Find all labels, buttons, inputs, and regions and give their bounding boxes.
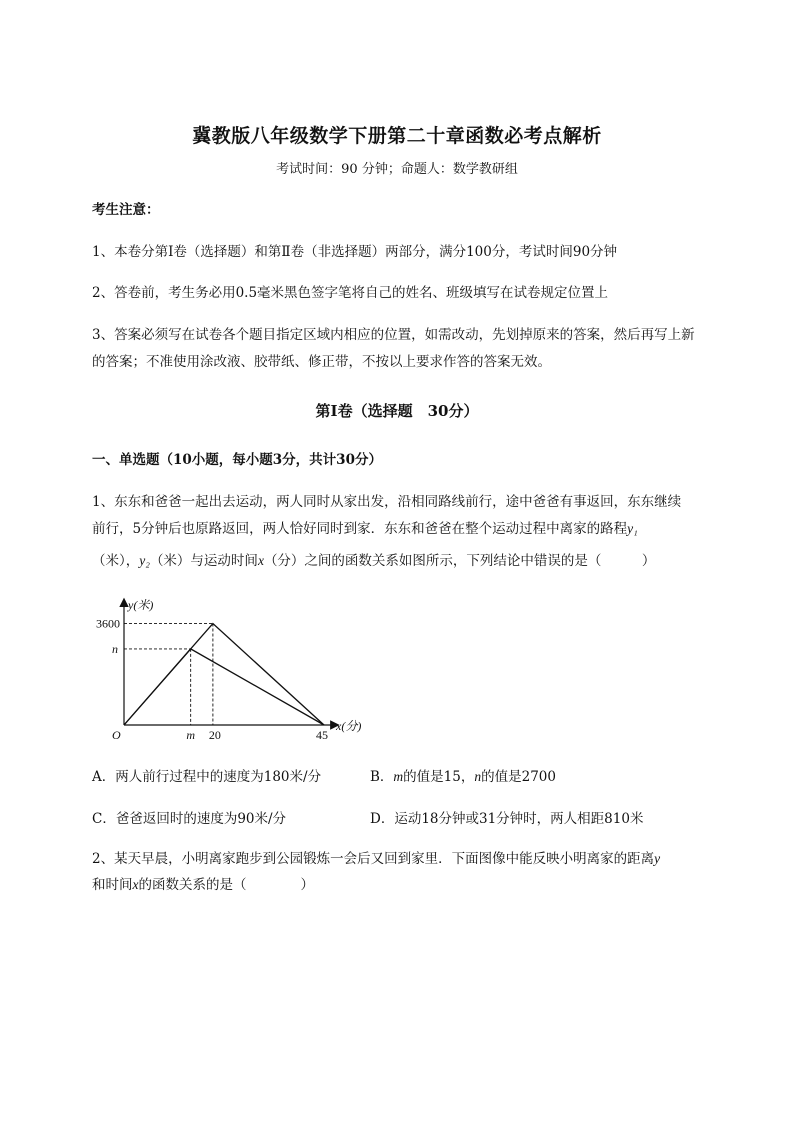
- x-axis-label: x(分): [336, 719, 362, 733]
- q2-line-2: [92, 875, 752, 895]
- q2-var-y: y: [654, 851, 661, 866]
- q1-option-b[interactable]: [370, 765, 556, 785]
- q1-var-x: x: [257, 553, 264, 568]
- page-subtitle: 考试时间：90 分钟；命题人：数学教研组: [276, 162, 518, 177]
- q2-line-1: [92, 849, 752, 869]
- q1-option-a[interactable]: A．两人前行过程中的速度为180米/分: [92, 769, 322, 785]
- y-axis-label: y(米): [128, 598, 154, 612]
- q1-line-1: 1、东东和爸爸一起出去运动，两人同时从家出发，沿相同路线前行，途中爸爸有事返回，东东继续: [92, 494, 682, 510]
- q1-option-d[interactable]: D．运动18分钟或31分钟时，两人相距810米: [370, 811, 644, 827]
- q2-line-1-text: 2、某天早晨，小明离家跑步到公园锻炼一会后又回到家里．下面图像中能反映小明离家的距离: [92, 851, 655, 867]
- q1-option-b-prefix: B．: [370, 769, 394, 785]
- q1-option-b-m: m: [393, 769, 404, 784]
- x-tick-45: 45: [316, 728, 328, 742]
- q1-line-3-b: （米）与运动时间: [149, 553, 258, 569]
- q1-option-b-suffix: 的值是2700: [481, 769, 556, 785]
- q1-option-c[interactable]: C．爸爸返回时的速度为90米/分: [92, 811, 287, 827]
- notice-item-3: 3、答案必须写在试卷各个题目指定区域内相应的位置，如需改动，先划掉原来的答案，然后再写上新: [92, 327, 695, 343]
- page-title: 冀教版八年级数学下册第二十章函数必考点解析: [192, 125, 602, 147]
- y-tick-3600: 3600: [96, 616, 120, 631]
- q1-line-3-c: （分）之间的函数关系如图所示，下列结论中错误的是（ ）: [263, 553, 656, 569]
- x-tick-20: 20: [208, 728, 221, 742]
- q2-line-2-a: 和时间: [92, 877, 133, 893]
- q1-line-2: [92, 519, 752, 539]
- notice-item-3-cont: 的答案；不准使用涂改液、胶带纸、修正带，不按以上要求作答的答案无效。: [92, 354, 551, 370]
- q1-line-3-a: （米），: [92, 553, 140, 569]
- q1-var-y2: y₂: [139, 553, 150, 568]
- notice-item-2: 2、答卷前，考生务必用0.5毫米黑色签字笔将自己的姓名、班级填写在试卷规定位置上: [92, 285, 609, 301]
- origin-label: O: [112, 728, 121, 742]
- series-line-2: [124, 649, 324, 725]
- q1-option-b-mid: 的值是15，: [403, 769, 475, 785]
- q1-option-b-n: n: [474, 769, 482, 784]
- series-line-1: [124, 624, 324, 725]
- q1-line-2-text: 前行，5分钟后也原路返回，两人恰好同时到家．东东和爸爸在整个运动过程中离家的路程: [92, 521, 628, 537]
- notice-heading: 考生注意：: [92, 202, 160, 218]
- q2-var-x: x: [132, 877, 139, 892]
- x-tick-m: m: [186, 728, 196, 742]
- y-tick-n: n: [112, 641, 118, 656]
- q1-distance-time-chart: [96, 592, 370, 752]
- notice-item-1: 1、本卷分第I卷（选择题）和第Ⅱ卷（非选择题）两部分，满分100分，考试时间90分钟: [92, 244, 618, 260]
- section-title: 第I卷（选择题 30分）: [315, 402, 479, 420]
- q1-var-y1: y₁: [627, 521, 638, 536]
- q1-line-3: [92, 551, 752, 571]
- q2-line-2-b: 的函数关系的是（ ）: [138, 877, 314, 893]
- part-heading: 一、单选题（10小题，每小题3分，共计30分）: [92, 452, 382, 468]
